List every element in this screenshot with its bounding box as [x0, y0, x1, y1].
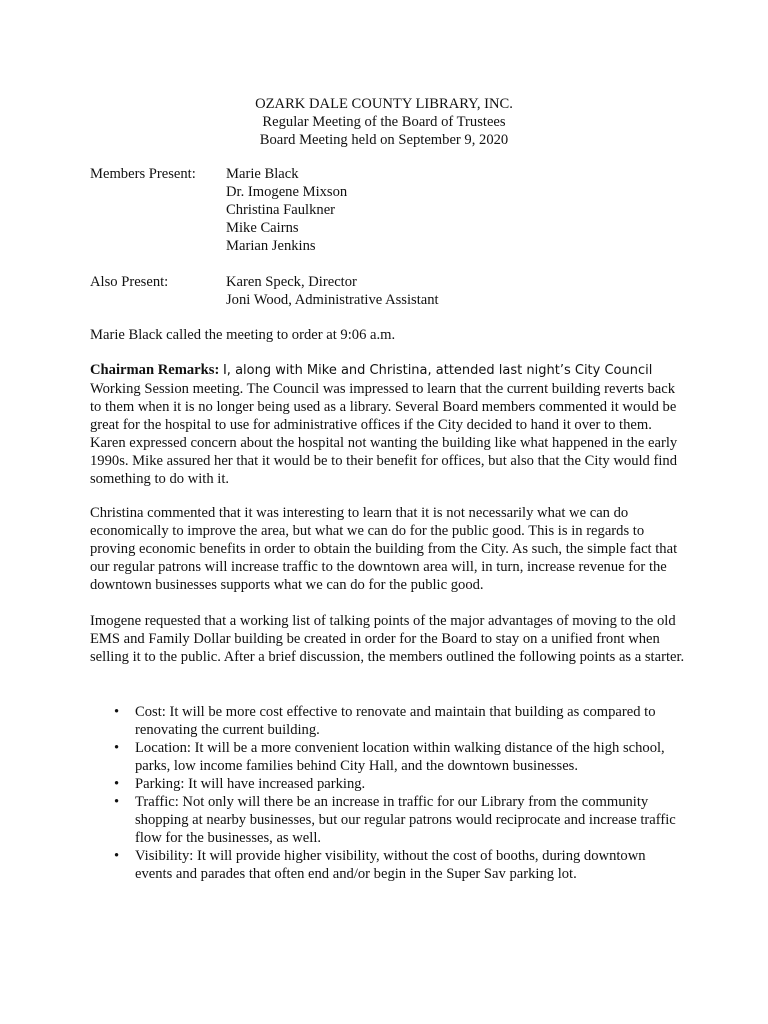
talking-point-text: Traffic: Not only will there be an increase in traffic for our Library from the community shopping at nearby businesses, but our regular patrons would reciprocate and increase traffic flow for the businesses, as well.	[135, 794, 676, 846]
list-item	[90, 703, 686, 739]
bullet-icon: •	[114, 776, 120, 792]
list-item	[90, 739, 686, 775]
members-present-label: Members Present:	[90, 166, 196, 182]
member-name: Marian Jenkins	[226, 238, 316, 254]
attendee-name: Joni Wood, Administrative Assistant	[226, 292, 439, 308]
talking-point-text: Parking: It will have increased parking.	[135, 776, 366, 792]
bullet-icon: •	[114, 704, 120, 720]
list-item	[90, 793, 686, 847]
also-present-label: Also Present:	[90, 274, 169, 290]
member-name: Christina Faulkner	[226, 202, 336, 218]
attendee-name: Karen Speck, Director	[226, 274, 357, 290]
members-present-list	[226, 165, 347, 255]
talking-point-text: Location: It will be a more convenient location within walking distance of the high school, parks, low income families behind City Hall, and the downtown businesses.	[135, 740, 665, 774]
chairman-remarks-first-line: I, along with Mike and Christina, attended last night’s City Council	[222, 363, 653, 378]
bullet-icon: •	[114, 794, 120, 810]
list-item	[90, 775, 686, 793]
member-name: Marie Black	[226, 166, 299, 182]
organization-name: OZARK DALE COUNTY LIBRARY, INC.	[255, 96, 513, 112]
talking-point-text: Cost: It will be more cost effective to renovate and maintain that building as compared to renovating the current building.	[135, 704, 656, 738]
talking-points-list	[90, 703, 686, 883]
meeting-date: Board Meeting held on September 9, 2020	[259, 132, 509, 148]
talking-point-text: Visibility: It will provide higher visibility, without the cost of booths, during downtown events and parades that often end and/or begin in the Super Sav parking lot.	[135, 848, 646, 882]
member-name: Dr. Imogene Mixson	[226, 184, 348, 200]
also-present-list	[226, 273, 439, 309]
chairman-remarks-heading: Chairman Remarks:	[90, 362, 220, 378]
document-header	[0, 95, 768, 149]
chairman-remarks-paragraph	[90, 361, 686, 488]
bullet-icon: •	[114, 848, 120, 864]
member-name: Mike Cairns	[226, 220, 299, 236]
christina-paragraph: Christina commented that it was interesting to learn that it is not necessarily what we can do economically to improve the area, but what we can do for the public good. This is in regards to proving economic benefits in order to obtain the building from the City. As such, the simple fact that our regular patrons will increase traffic to the downtown area will, in turn, increase revenue for the downtown businesses supports what we can do for the public good.	[90, 505, 678, 593]
call-to-order: Marie Black called the meeting to order at 9:06 a.m.	[90, 327, 396, 343]
imogene-paragraph: Imogene requested that a working list of talking points of the major advantages of moving to the old EMS and Family Dollar building be created in order for the Board to stay on a unified front when selling it to the public. After a brief discussion, the members outlined the following points as a starter.	[90, 613, 685, 665]
list-item	[90, 847, 686, 883]
chairman-remarks-body: Working Session meeting. The Council was impressed to learn that the current building reverts back to them when it is no longer being used as a library. Several Board members commented it would be great for the hospital to use for administrative offices if the City decided to hand it over to them. Karen expressed concern about the hospital not wanting the building like what happened in the early 1990s. Mike assured her that it would be to their benefit for offices, but also that the City would find something to do with it.	[90, 381, 678, 487]
bullet-icon: •	[114, 740, 120, 756]
meeting-title: Regular Meeting of the Board of Trustees	[262, 114, 506, 130]
